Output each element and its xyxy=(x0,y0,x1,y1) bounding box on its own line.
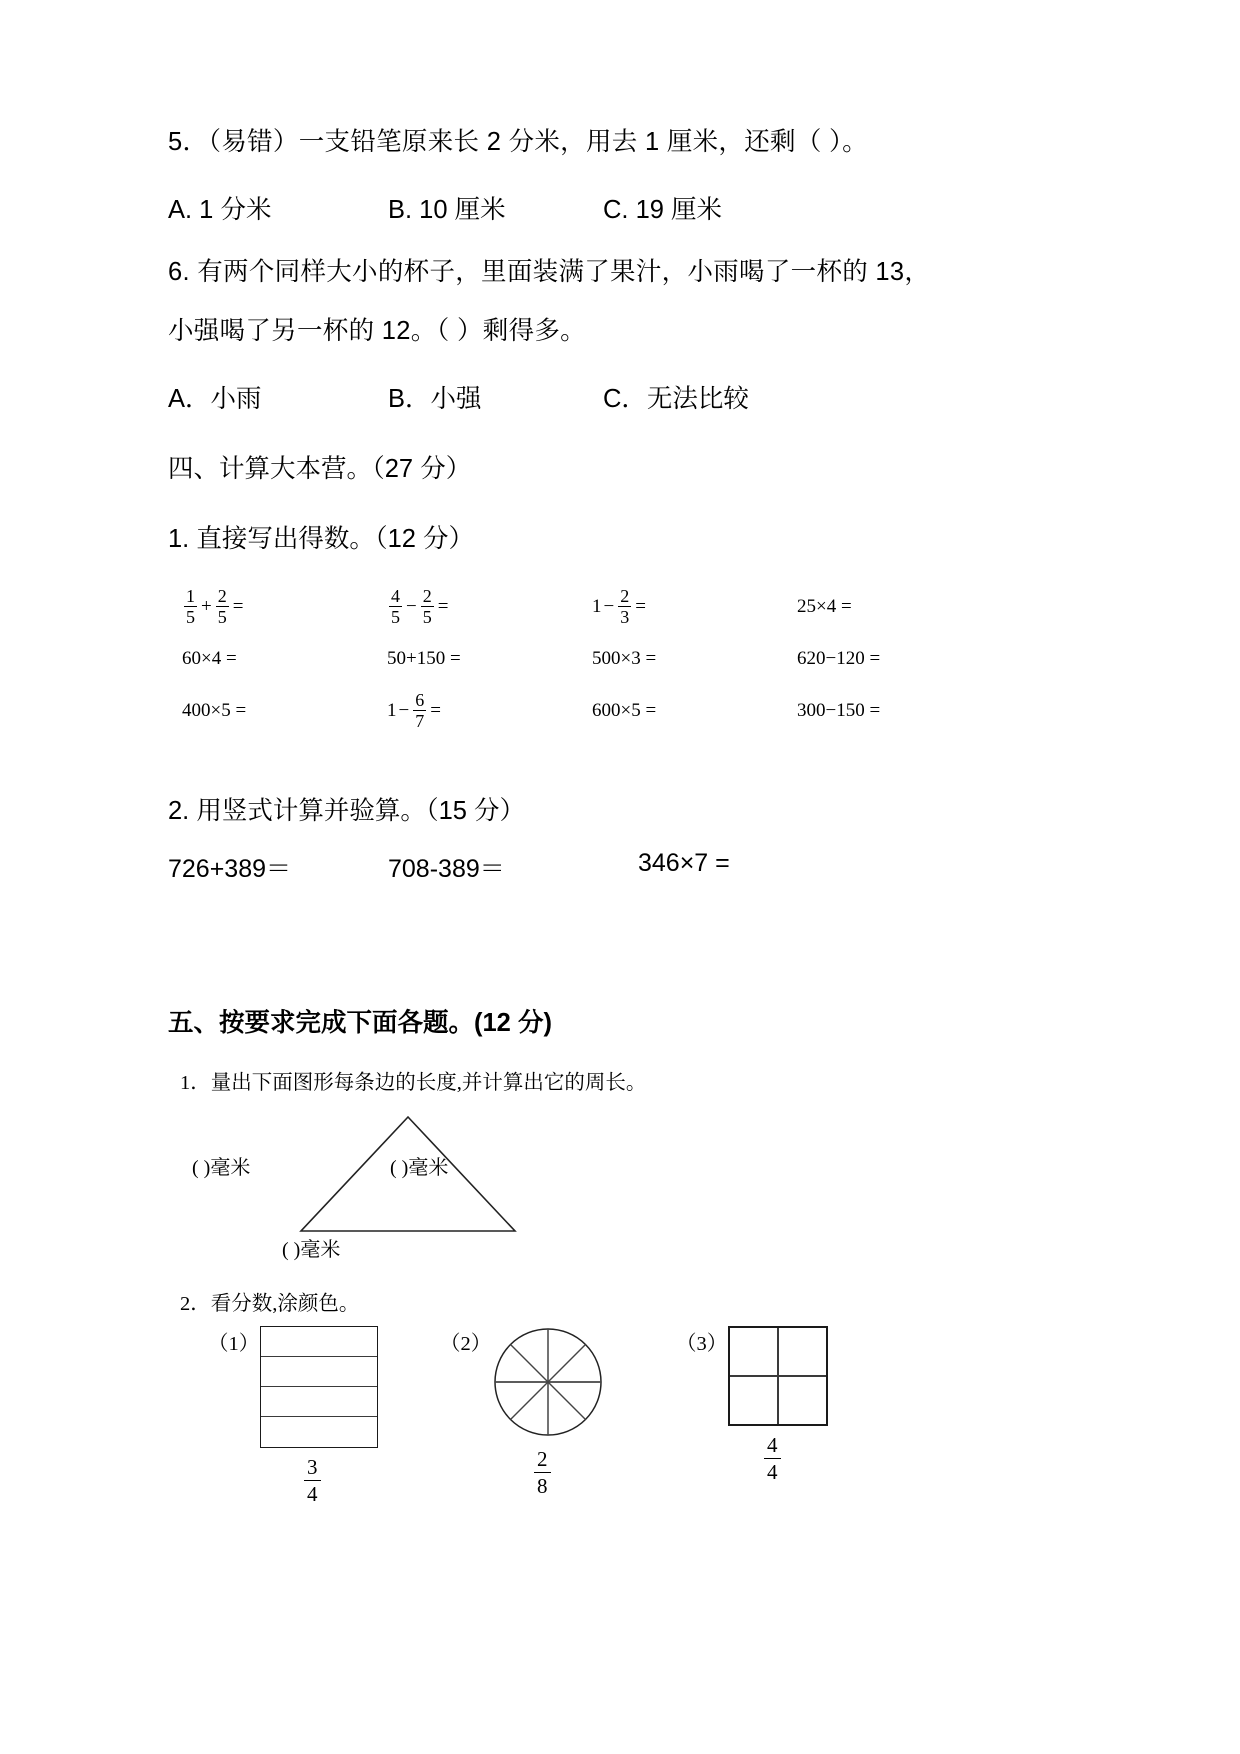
vertical-calc-item: 346×7 = xyxy=(638,848,730,877)
arith-cell: 50+150 = xyxy=(387,647,461,669)
arith-cell: 400×5 = xyxy=(182,699,247,721)
integer-operand: 1 xyxy=(592,595,602,617)
fraction-numerator: 2 xyxy=(620,586,630,606)
operator: + xyxy=(201,595,212,617)
fraction xyxy=(389,587,402,626)
color-the-fraction-shapes xyxy=(182,1326,1088,1531)
question-6-options xyxy=(168,379,1088,415)
arith-cell: 300−150 = xyxy=(797,699,881,721)
fraction-denominator: 5 xyxy=(186,607,195,627)
shape-2-fraction xyxy=(534,1448,551,1497)
rect-band[interactable] xyxy=(261,1387,377,1417)
page-content xyxy=(168,130,1088,1531)
section-four-sub-1: 1. 直接写出得数。（12 分） xyxy=(168,524,475,553)
arith-cell: 500×3 = xyxy=(592,647,657,669)
fraction-numerator: 4 xyxy=(391,586,400,606)
mental-arithmetic-grid xyxy=(168,581,1088,737)
fraction-denominator: 5 xyxy=(422,607,432,627)
arith-cell xyxy=(387,587,592,626)
shape-3-tag: （3） xyxy=(676,1332,728,1355)
operator: − xyxy=(398,699,410,721)
vertical-calculation-row xyxy=(168,849,1088,885)
shape-3-grid xyxy=(676,1326,828,1484)
fraction xyxy=(413,691,426,730)
fraction-numerator: 4 xyxy=(767,1432,778,1457)
grid-horizontal-divider xyxy=(730,1375,826,1377)
equals-sign: = xyxy=(430,699,441,721)
fraction-denominator: 5 xyxy=(217,607,227,627)
fraction xyxy=(421,587,434,626)
rect-band[interactable] xyxy=(261,1357,377,1387)
arith-cell: 620−120 = xyxy=(797,647,881,669)
fraction-numerator: 2 xyxy=(422,586,432,606)
equals-sign: = xyxy=(232,595,244,617)
arith-row xyxy=(168,685,1088,737)
arith-cell: 25×4 = xyxy=(797,595,852,617)
fraction-numerator: 2 xyxy=(217,586,227,606)
fraction-numerator: 1 xyxy=(186,586,195,606)
question-6-option-b[interactable]: B．小强 xyxy=(388,384,482,413)
question-5-option-b[interactable]: B. 10 厘米 xyxy=(388,195,506,224)
fraction-numerator: 6 xyxy=(415,690,425,710)
shape-3-fraction xyxy=(764,1434,781,1483)
triangle-left-side-label: ( )毫米 xyxy=(192,1156,251,1179)
triangle-figure xyxy=(178,1101,658,1276)
arith-row xyxy=(168,581,1088,633)
arith-row xyxy=(168,633,1088,685)
shape-2-circle xyxy=(440,1326,604,1498)
fraction-numerator: 2 xyxy=(537,1446,548,1471)
question-6-option-a[interactable]: A．小雨 xyxy=(168,384,262,413)
question-5-text: 5．（易错）一支铅笔原来长 2 分米，用去 1 厘米，还剩（ ）。 xyxy=(168,128,868,156)
fraction-denominator: 5 xyxy=(391,607,400,627)
section-four-sub-2: 2. 用竖式计算并验算。（15 分） xyxy=(168,796,526,825)
triangle-bottom-side-label: ( )毫米 xyxy=(282,1238,341,1261)
question-6-line-2: 小强喝了另一杯的 12。（ ）剩得多。 xyxy=(168,317,586,345)
shape-1-tag: （1） xyxy=(208,1332,260,1355)
triangle-right-side-label: ( )毫米 xyxy=(390,1156,449,1179)
shape-1-fraction xyxy=(304,1456,321,1505)
question-5-option-a[interactable]: A. 1 分米 xyxy=(168,195,272,224)
question-6-option-c[interactable]: C．无法比较 xyxy=(603,384,749,413)
arith-cell xyxy=(387,691,592,730)
rect-band[interactable] xyxy=(261,1327,377,1357)
equals-sign: = xyxy=(437,595,449,617)
section-five-heading: 五、按要求完成下面各题。(12 分) xyxy=(168,1008,552,1037)
operator: − xyxy=(603,595,615,617)
arith-cell: 60×4 = xyxy=(182,647,237,669)
vertical-calc-item: 726+389＝ xyxy=(168,854,292,883)
fraction-denominator: 7 xyxy=(415,711,425,731)
operator: − xyxy=(406,595,417,617)
vertical-calc-item: 708-389＝ xyxy=(388,854,505,883)
question-5-options xyxy=(168,190,1088,226)
arith-cell xyxy=(592,587,797,626)
fraction xyxy=(618,587,631,626)
circle-eighths[interactable] xyxy=(492,1326,604,1438)
fraction-denominator: 4 xyxy=(764,1458,781,1483)
fraction xyxy=(184,587,197,626)
section-five-question-2-text: 2．看分数,涂颜色。 xyxy=(180,1292,360,1315)
fraction-denominator: 8 xyxy=(534,1472,551,1497)
grid-quarters[interactable] xyxy=(728,1326,828,1426)
rect-bands[interactable] xyxy=(260,1326,378,1448)
arith-cell: 600×5 = xyxy=(592,699,657,721)
shape-1-rect xyxy=(208,1326,378,1506)
equals-sign: = xyxy=(635,595,646,617)
integer-operand: 1 xyxy=(387,699,397,721)
section-four-heading: 四、计算大本营。（27 分） xyxy=(168,454,472,483)
fraction-denominator: 3 xyxy=(620,607,630,627)
question-6-line-1: 6. 有两个同样大小的杯子，里面装满了果汁，小雨喝了一杯的 13， xyxy=(168,257,931,286)
question-5-option-c[interactable]: C. 19 厘米 xyxy=(603,195,723,224)
shape-2-tag: （2） xyxy=(440,1332,492,1355)
fraction-numerator: 3 xyxy=(307,1454,318,1479)
section-five-question-1-text: 1．量出下面图形每条边的长度,并计算出它的周长。 xyxy=(180,1071,647,1094)
fraction xyxy=(216,587,229,626)
fraction-denominator: 4 xyxy=(304,1480,321,1505)
rect-band[interactable] xyxy=(261,1417,377,1447)
arith-cell xyxy=(168,587,387,626)
